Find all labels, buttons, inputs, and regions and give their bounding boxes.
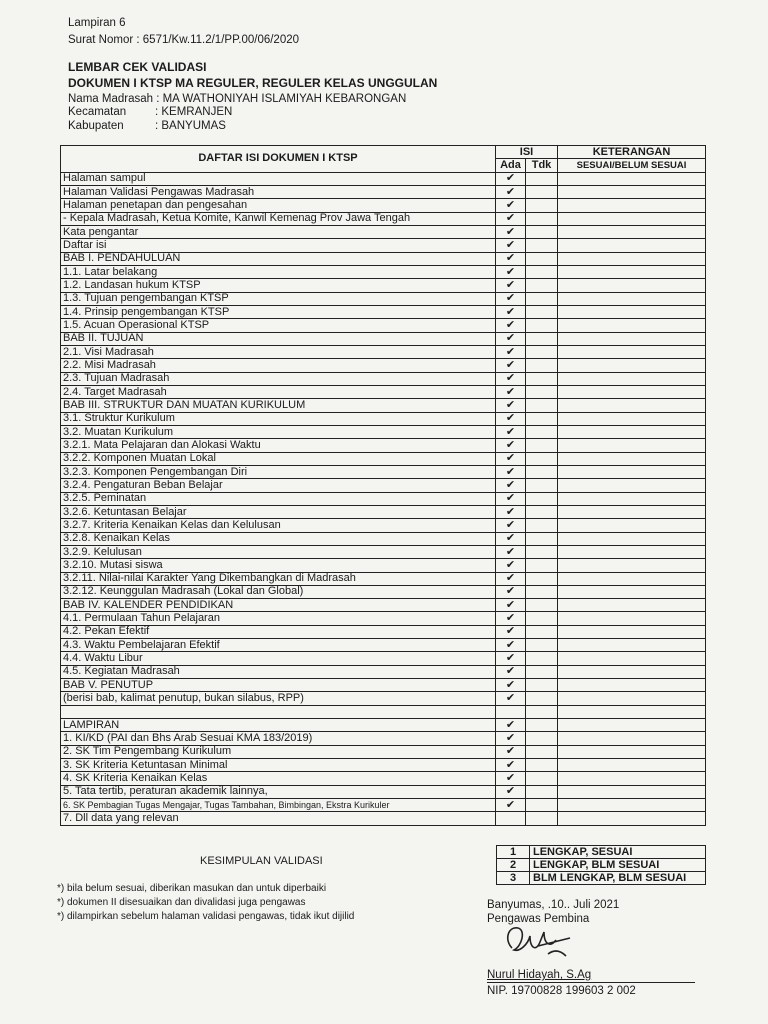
ada-check: ✔ [496, 319, 526, 332]
tdk-cell [526, 812, 558, 825]
signer-role: Pengawas Pembina [487, 913, 590, 925]
column-header-daftar: DAFTAR ISI DOKUMEN I KTSP [61, 146, 496, 173]
tdk-cell [526, 745, 558, 758]
ada-check: ✔ [496, 652, 526, 665]
table-row [61, 319, 706, 332]
row-item: 3.1. Struktur Kurikulum [61, 412, 496, 425]
tdk-cell [526, 785, 558, 798]
table-row [61, 585, 706, 598]
row-item: 2. SK Tim Pengembang Kurikulum [61, 745, 496, 758]
row-item: 4.5. Kegiatan Madrasah [61, 665, 496, 678]
table-row [61, 519, 706, 532]
tdk-cell [526, 732, 558, 745]
surat-nomor: Surat Nomor : 6571/Kw.11.2/1/PP.00/06/2020 [68, 34, 300, 46]
table-row [61, 412, 706, 425]
signer-name: Nurul Hidayah, S.Ag [487, 969, 592, 981]
ada-check: ✔ [496, 732, 526, 745]
tdk-cell [526, 532, 558, 545]
row-item: 2.2. Misi Madrasah [61, 359, 496, 372]
column-header-tdk: Tdk [526, 159, 558, 172]
keterangan-cell [558, 265, 706, 278]
row-item: 1.4. Prinsip pengembangan KTSP [61, 305, 496, 318]
ada-check: ✔ [496, 745, 526, 758]
table-row [61, 732, 706, 745]
table-row [61, 252, 706, 265]
table-row [61, 799, 706, 812]
ada-check: ✔ [496, 679, 526, 692]
keterangan-cell [558, 559, 706, 572]
table-row [61, 225, 706, 238]
table-row [61, 399, 706, 412]
row-item: BAB I. PENDAHULUAN [61, 252, 496, 265]
row-item: 4.3. Waktu Pembelajaran Efektif [61, 639, 496, 652]
row-item: 3.2.9. Kelulusan [61, 545, 496, 558]
tdk-cell [526, 639, 558, 652]
keterangan-cell [558, 745, 706, 758]
ada-check: ✔ [496, 585, 526, 598]
keterangan-cell [558, 639, 706, 652]
ada-check: ✔ [496, 479, 526, 492]
keterangan-cell [558, 399, 706, 412]
tdk-cell [526, 572, 558, 585]
ada-check: ✔ [496, 692, 526, 705]
keterangan-cell [558, 785, 706, 798]
tdk-cell [526, 505, 558, 518]
tdk-cell [526, 292, 558, 305]
ada-check: ✔ [496, 759, 526, 772]
ada-check: ✔ [496, 452, 526, 465]
row-item: 3.2.12. Keunggulan Madrasah (Lokal dan Global) [61, 585, 496, 598]
table-row [61, 785, 706, 798]
notes [57, 882, 354, 924]
ada-check: ✔ [496, 399, 526, 412]
tdk-cell [526, 252, 558, 265]
row-item: 3.2.5. Peminatan [61, 492, 496, 505]
tdk-cell [526, 705, 558, 718]
summary-table [496, 845, 706, 885]
row-item: Halaman sampul [61, 172, 496, 185]
ada-check: ✔ [496, 305, 526, 318]
document-title: LEMBAR CEK VALIDASI [68, 60, 207, 74]
table-row [61, 185, 706, 198]
table-row [61, 239, 706, 252]
table-row [61, 492, 706, 505]
tdk-cell [526, 172, 558, 185]
table-row [61, 305, 706, 318]
table-row [61, 652, 706, 665]
keterangan-cell [558, 439, 706, 452]
row-item: - Kepala Madrasah, Ketua Komite, Kanwil Kemenag Prov Jawa Tengah [61, 212, 496, 225]
keterangan-cell [558, 479, 706, 492]
row-item: 1. KI/KD (PAI dan Bhs Arab Sesuai KMA 183/2019) [61, 732, 496, 745]
tdk-cell [526, 492, 558, 505]
document-subtitle: DOKUMEN I KTSP MA REGULER, REGULER KELAS UNGGULAN [68, 76, 438, 90]
ada-check: ✔ [496, 572, 526, 585]
keterangan-cell [558, 199, 706, 212]
ada-check: ✔ [496, 492, 526, 505]
tdk-cell [526, 465, 558, 478]
table-row [61, 439, 706, 452]
keterangan-cell [558, 412, 706, 425]
keterangan-cell [558, 799, 706, 812]
table-row [61, 265, 706, 278]
ada-check: ✔ [496, 239, 526, 252]
table-row [61, 625, 706, 638]
keterangan-cell [558, 572, 706, 585]
row-item: 3.2.7. Kriteria Kenaikan Kelas dan Kelulusan [61, 519, 496, 532]
checklist-table [60, 145, 706, 826]
table-row [61, 452, 706, 465]
row-item: 3.2.8. Kenaikan Kelas [61, 532, 496, 545]
tdk-cell [526, 185, 558, 198]
keterangan-cell [558, 585, 706, 598]
keterangan-cell [558, 705, 706, 718]
row-item: 3. SK Kriteria Ketuntasan Minimal [61, 759, 496, 772]
tdk-cell [526, 385, 558, 398]
row-item: Halaman Validasi Pengawas Madrasah [61, 185, 496, 198]
row-item: 4.4. Waktu Libur [61, 652, 496, 665]
keterangan-cell [558, 172, 706, 185]
signer-nip: NIP. 19700828 199603 2 002 [487, 985, 636, 997]
signature-line [487, 982, 695, 983]
ada-check: ✔ [496, 545, 526, 558]
ada-check: ✔ [496, 772, 526, 785]
keterangan-cell [558, 212, 706, 225]
row-item: 2.1. Visi Madrasah [61, 345, 496, 358]
ada-check: ✔ [496, 345, 526, 358]
row-item: 3.2.2. Komponen Muatan Lokal [61, 452, 496, 465]
handwritten-signature [500, 918, 580, 963]
summary-option [497, 872, 706, 885]
row-item: 1.2. Landasan hukum KTSP [61, 279, 496, 292]
ada-check: ✔ [496, 292, 526, 305]
tdk-cell [526, 212, 558, 225]
table-row [61, 292, 706, 305]
keterangan-cell [558, 492, 706, 505]
table-row [61, 559, 706, 572]
row-item: LAMPIRAN [61, 719, 496, 732]
row-item: 3.2.6. Ketuntasan Belajar [61, 505, 496, 518]
kecamatan-value: : KEMRANJEN [155, 106, 233, 118]
table-row [61, 612, 706, 625]
tdk-cell [526, 452, 558, 465]
keterangan-cell [558, 625, 706, 638]
row-item: 2.3. Tujuan Madrasah [61, 372, 496, 385]
summary-option-text: LENGKAP, SESUAI [530, 846, 706, 859]
summary-option [497, 859, 706, 872]
table-row [61, 599, 706, 612]
table-row [61, 385, 706, 398]
row-item: 6. SK Pembagian Tugas Mengajar, Tugas Tambahan, Bimbingan, Ekstra Kurikuler [61, 799, 496, 812]
note-2: *) dokumen II disesuaikan dan divalidasi juga pengawas [57, 897, 306, 908]
tdk-cell [526, 692, 558, 705]
tdk-cell [526, 412, 558, 425]
row-item: 3.2.11. Nilai-nilai Karakter Yang Dikembangkan di Madrasah [61, 572, 496, 585]
keterangan-cell [558, 319, 706, 332]
ada-check: ✔ [496, 225, 526, 238]
ada-check: ✔ [496, 172, 526, 185]
tdk-cell [526, 612, 558, 625]
table-row [61, 759, 706, 772]
keterangan-cell [558, 612, 706, 625]
keterangan-cell [558, 652, 706, 665]
ada-check: ✔ [496, 372, 526, 385]
keterangan-cell [558, 545, 706, 558]
tdk-cell [526, 239, 558, 252]
table-row [61, 345, 706, 358]
row-item: 1.5. Acuan Operasional KTSP [61, 319, 496, 332]
table-row [61, 532, 706, 545]
keterangan-cell [558, 345, 706, 358]
column-header-isi: ISI [496, 146, 558, 159]
keterangan-cell [558, 465, 706, 478]
keterangan-cell [558, 305, 706, 318]
ada-check: ✔ [496, 252, 526, 265]
keterangan-cell [558, 532, 706, 545]
keterangan-cell [558, 292, 706, 305]
tdk-cell [526, 519, 558, 532]
summary-option-text: BLM LENGKAP, BLM SESUAI [530, 872, 706, 885]
table-row [61, 665, 706, 678]
tdk-cell [526, 372, 558, 385]
lampiran-label: Lampiran 6 [68, 17, 126, 29]
tdk-cell [526, 479, 558, 492]
ada-check: ✔ [496, 185, 526, 198]
row-item: BAB III. STRUKTUR DAN MUATAN KURIKULUM [61, 399, 496, 412]
tdk-cell [526, 772, 558, 785]
tdk-cell [526, 345, 558, 358]
table-row [61, 479, 706, 492]
ada-check: ✔ [496, 639, 526, 652]
ada-check: ✔ [496, 532, 526, 545]
ada-check: ✔ [496, 359, 526, 372]
keterangan-cell [558, 239, 706, 252]
summary-option [497, 846, 706, 859]
tdk-cell [526, 759, 558, 772]
keterangan-cell [558, 719, 706, 732]
keterangan-cell [558, 759, 706, 772]
table-row [61, 812, 706, 825]
row-item: Daftar isi [61, 239, 496, 252]
ada-check: ✔ [496, 612, 526, 625]
tdk-cell [526, 559, 558, 572]
ada-check [496, 812, 526, 825]
summary-option-text: LENGKAP, BLM SESUAI [530, 859, 706, 872]
tdk-cell [526, 332, 558, 345]
tdk-cell [526, 599, 558, 612]
madrasah-name: Nama Madrasah : MA WATHONIYAH ISLAMIYAH KEBARONGAN [68, 93, 407, 105]
tdk-cell [526, 199, 558, 212]
keterangan-cell [558, 452, 706, 465]
ada-check: ✔ [496, 785, 526, 798]
tdk-cell [526, 679, 558, 692]
table-row [61, 425, 706, 438]
tdk-cell [526, 652, 558, 665]
kesimpulan-label: KESIMPULAN VALIDASI [200, 855, 323, 867]
row-item: BAB V. PENUTUP [61, 679, 496, 692]
ada-check: ✔ [496, 719, 526, 732]
keterangan-cell [558, 505, 706, 518]
keterangan-cell [558, 519, 706, 532]
row-item: 5. Tata tertib, peraturan akademik lainnya, [61, 785, 496, 798]
summary-option-number: 1 [497, 846, 530, 859]
keterangan-cell [558, 812, 706, 825]
ada-check: ✔ [496, 385, 526, 398]
row-item: 3.2.1. Mata Pelajaran dan Alokasi Waktu [61, 439, 496, 452]
table-row [61, 705, 706, 718]
tdk-cell [526, 265, 558, 278]
table-row [61, 692, 706, 705]
ada-check: ✔ [496, 505, 526, 518]
row-item: 4.2. Pekan Efektif [61, 625, 496, 638]
table-row [61, 172, 706, 185]
summary-option-number: 2 [497, 859, 530, 872]
tdk-cell [526, 425, 558, 438]
ada-check: ✔ [496, 425, 526, 438]
row-item: 3.2. Muatan Kurikulum [61, 425, 496, 438]
table-row [61, 545, 706, 558]
keterangan-cell [558, 279, 706, 292]
row-item: 3.2.3. Komponen Pengembangan Diri [61, 465, 496, 478]
ada-check: ✔ [496, 519, 526, 532]
row-item: 3.2.4. Pengaturan Beban Belajar [61, 479, 496, 492]
table-row [61, 212, 706, 225]
ada-check: ✔ [496, 279, 526, 292]
ada-check: ✔ [496, 599, 526, 612]
table-row [61, 745, 706, 758]
tdk-cell [526, 225, 558, 238]
table-row [61, 772, 706, 785]
tdk-cell [526, 359, 558, 372]
place-date: Banyumas, .10.. Juli 2021 [487, 899, 620, 911]
keterangan-cell [558, 425, 706, 438]
ada-check: ✔ [496, 799, 526, 812]
ada-check: ✔ [496, 559, 526, 572]
row-item [61, 705, 496, 718]
ada-check: ✔ [496, 465, 526, 478]
row-item: 3.2.10. Mutasi siswa [61, 559, 496, 572]
table-row [61, 372, 706, 385]
ada-check: ✔ [496, 212, 526, 225]
column-header-keterangan: KETERANGAN [558, 146, 706, 159]
tdk-cell [526, 439, 558, 452]
keterangan-cell [558, 385, 706, 398]
row-item: (berisi bab, kalimat penutup, bukan silabus, RPP) [61, 692, 496, 705]
keterangan-cell [558, 692, 706, 705]
ada-check [496, 705, 526, 718]
kabupaten-value: : BANYUMAS [155, 120, 226, 132]
tdk-cell [526, 719, 558, 732]
table-row [61, 505, 706, 518]
row-item: 4. SK Kriteria Kenaikan Kelas [61, 772, 496, 785]
keterangan-cell [558, 252, 706, 265]
note-1: *) bila belum sesuai, diberikan masukan dan untuk diperbaiki [57, 883, 327, 894]
keterangan-cell [558, 332, 706, 345]
ada-check: ✔ [496, 265, 526, 278]
keterangan-cell [558, 185, 706, 198]
row-item: Halaman penetapan dan pengesahan [61, 199, 496, 212]
keterangan-cell [558, 359, 706, 372]
table-row [61, 359, 706, 372]
row-item: BAB II. TUJUAN [61, 332, 496, 345]
table-row [61, 639, 706, 652]
table-row [61, 572, 706, 585]
row-item: 7. Dll data yang relevan [61, 812, 496, 825]
tdk-cell [526, 799, 558, 812]
table-row [61, 719, 706, 732]
tdk-cell [526, 585, 558, 598]
column-header-ada: Ada [496, 159, 526, 172]
row-item: 4.1. Permulaan Tahun Pelajaran [61, 612, 496, 625]
keterangan-cell [558, 665, 706, 678]
ada-check: ✔ [496, 199, 526, 212]
note-3: *) dilampirkan sebelum halaman validasi pengawas, tidak ikut dijilid [57, 911, 355, 922]
ada-check: ✔ [496, 412, 526, 425]
table-row [61, 332, 706, 345]
ada-check: ✔ [496, 625, 526, 638]
ada-check: ✔ [496, 332, 526, 345]
tdk-cell [526, 279, 558, 292]
row-item: 2.4. Target Madrasah [61, 385, 496, 398]
table-row [61, 679, 706, 692]
tdk-cell [526, 545, 558, 558]
row-item: 1.1. Latar belakang [61, 265, 496, 278]
row-item: 1.3. Tujuan pengembangan KTSP [61, 292, 496, 305]
table-row [61, 279, 706, 292]
table-row [61, 199, 706, 212]
tdk-cell [526, 399, 558, 412]
tdk-cell [526, 665, 558, 678]
keterangan-cell [558, 599, 706, 612]
row-item: Kata pengantar [61, 225, 496, 238]
keterangan-cell [558, 225, 706, 238]
tdk-cell [526, 305, 558, 318]
ada-check: ✔ [496, 439, 526, 452]
keterangan-cell [558, 372, 706, 385]
ada-check: ✔ [496, 665, 526, 678]
row-item: BAB IV. KALENDER PENDIDIKAN [61, 599, 496, 612]
table-row [61, 465, 706, 478]
tdk-cell [526, 625, 558, 638]
summary-option-number: 3 [497, 872, 530, 885]
column-header-sesuai: SESUAI/BELUM SESUAI [558, 159, 706, 172]
tdk-cell [526, 319, 558, 332]
kabupaten-label: Kabupaten [68, 120, 124, 132]
keterangan-cell [558, 772, 706, 785]
keterangan-cell [558, 732, 706, 745]
kecamatan-label: Kecamatan [68, 106, 127, 118]
keterangan-cell [558, 679, 706, 692]
